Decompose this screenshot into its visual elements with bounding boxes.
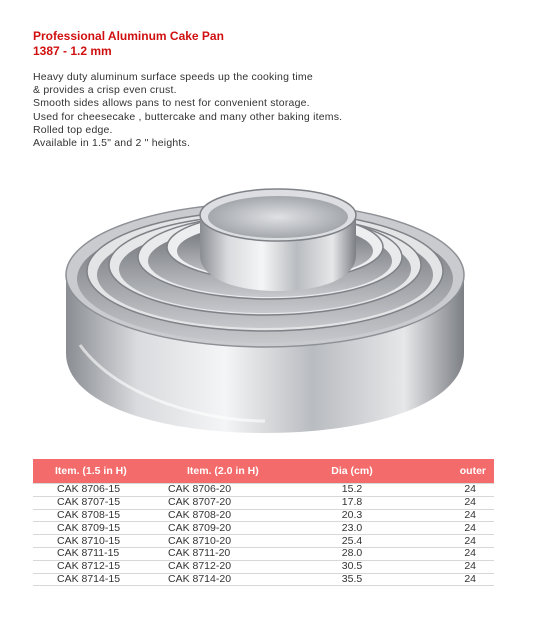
product-description [33, 71, 342, 150]
outer-cell: 24 [417, 509, 494, 522]
dia-cell: 15.2 [287, 484, 417, 497]
outer-cell: 24 [417, 573, 494, 586]
column-header-outer: outer [417, 459, 494, 484]
outer-cell: 24 [417, 484, 494, 497]
item-15-cell: CAK 8710-15 [33, 535, 165, 548]
column-header-dia: Dia (cm) [287, 459, 417, 484]
cake-pans-photo [60, 175, 470, 437]
description-line: Used for cheesecake , buttercake and many other baking items. [33, 110, 343, 123]
description-line: Smooth sides allows pans to nest for convenient storage. [33, 97, 310, 110]
dia-cell: 17.8 [287, 496, 417, 509]
item-15-cell: CAK 8714-15 [33, 573, 165, 586]
item-15-cell: CAK 8708-15 [33, 509, 165, 522]
table-row [33, 496, 494, 509]
item-20-cell: CAK 8709-20 [165, 522, 287, 535]
outer-cell: 24 [417, 522, 494, 535]
table-row [33, 547, 494, 560]
item-20-cell: CAK 8706-20 [165, 484, 287, 497]
description-line: Rolled top edge. [33, 123, 113, 136]
product-title: Professional Aluminum Cake Pan [33, 29, 224, 43]
table-header-row [33, 459, 494, 484]
item-20-cell: CAK 8708-20 [165, 509, 287, 522]
item-20-cell: CAK 8710-20 [165, 535, 287, 548]
table-row [33, 484, 494, 497]
description-line: & provides a crisp even crust. [33, 84, 177, 97]
table-row [33, 560, 494, 573]
item-15-cell: CAK 8712-15 [33, 560, 165, 573]
table-row [33, 522, 494, 535]
dia-cell: 35.5 [287, 573, 417, 586]
dia-cell: 20.3 [287, 509, 417, 522]
item-15-cell: CAK 8709-15 [33, 522, 165, 535]
item-20-cell: CAK 8712-20 [165, 560, 287, 573]
outer-cell: 24 [417, 535, 494, 548]
dia-cell: 30.5 [287, 560, 417, 573]
item-15-cell: CAK 8707-15 [33, 496, 165, 509]
item-20-cell: CAK 8711-20 [165, 547, 287, 560]
product-title-block [33, 29, 224, 59]
column-header-item-20: Item. (2.0 in H) [165, 459, 287, 484]
item-15-cell: CAK 8706-15 [33, 484, 165, 497]
dia-cell: 23.0 [287, 522, 417, 535]
item-20-cell: CAK 8714-20 [165, 573, 287, 586]
product-code: 1387 - 1.2 mm [33, 44, 112, 58]
item-20-cell: CAK 8707-20 [165, 496, 287, 509]
specs-table [33, 459, 494, 586]
item-15-cell: CAK 8711-15 [33, 547, 165, 560]
dia-cell: 25.4 [287, 535, 417, 548]
description-line: Heavy duty aluminum surface speeds up the cooking time [33, 71, 313, 83]
table-row [33, 509, 494, 522]
dia-cell: 28.0 [287, 547, 417, 560]
table-row [33, 573, 494, 586]
outer-cell: 24 [417, 547, 494, 560]
outer-cell: 24 [417, 496, 494, 509]
column-header-item-15: Item. (1.5 in H) [33, 459, 165, 484]
table-row [33, 535, 494, 548]
description-line: Available in 1.5" and 2 " heights. [33, 137, 191, 150]
outer-cell: 24 [417, 560, 494, 573]
